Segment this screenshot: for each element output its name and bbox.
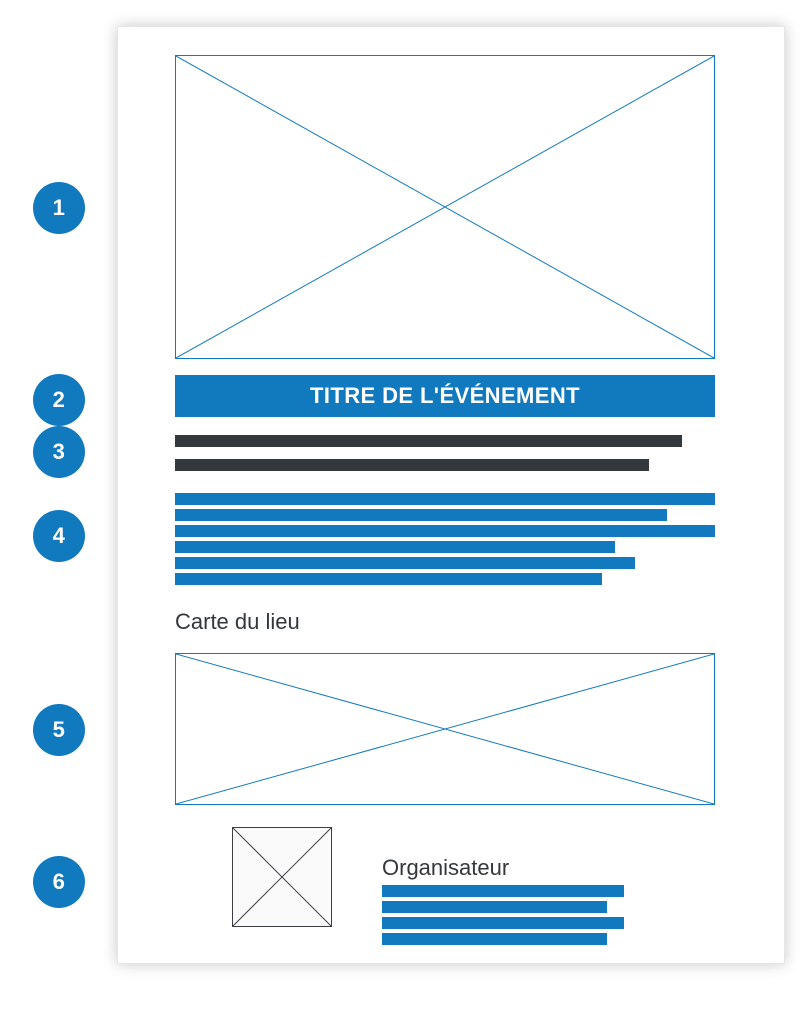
marker-2: 2 bbox=[33, 374, 85, 426]
marker-6: 6 bbox=[33, 856, 85, 908]
event-meta-line bbox=[175, 435, 682, 447]
hero-image-placeholder bbox=[175, 55, 715, 359]
description-line bbox=[175, 493, 715, 505]
event-meta-line bbox=[175, 459, 649, 471]
page-sheet bbox=[117, 26, 785, 964]
map-heading: Carte du lieu bbox=[175, 609, 300, 634]
description-line bbox=[175, 573, 602, 585]
organiser-line bbox=[382, 885, 624, 897]
description-line bbox=[175, 509, 667, 521]
description-line bbox=[175, 525, 715, 537]
organiser-line bbox=[382, 901, 607, 913]
organiser-heading: Organisateur bbox=[382, 855, 510, 880]
organiser-logo-placeholder bbox=[232, 827, 332, 927]
event-title: TITRE DE L'ÉVÉNEMENT bbox=[175, 375, 715, 417]
organiser-line bbox=[382, 917, 624, 929]
marker-1: 1 bbox=[33, 182, 85, 234]
description-line bbox=[175, 541, 615, 553]
marker-3: 3 bbox=[33, 426, 85, 478]
organiser-line bbox=[382, 933, 607, 945]
venue-map-placeholder bbox=[175, 653, 715, 805]
description-line bbox=[175, 557, 635, 569]
marker-5: 5 bbox=[33, 704, 85, 756]
marker-4: 4 bbox=[33, 510, 85, 562]
